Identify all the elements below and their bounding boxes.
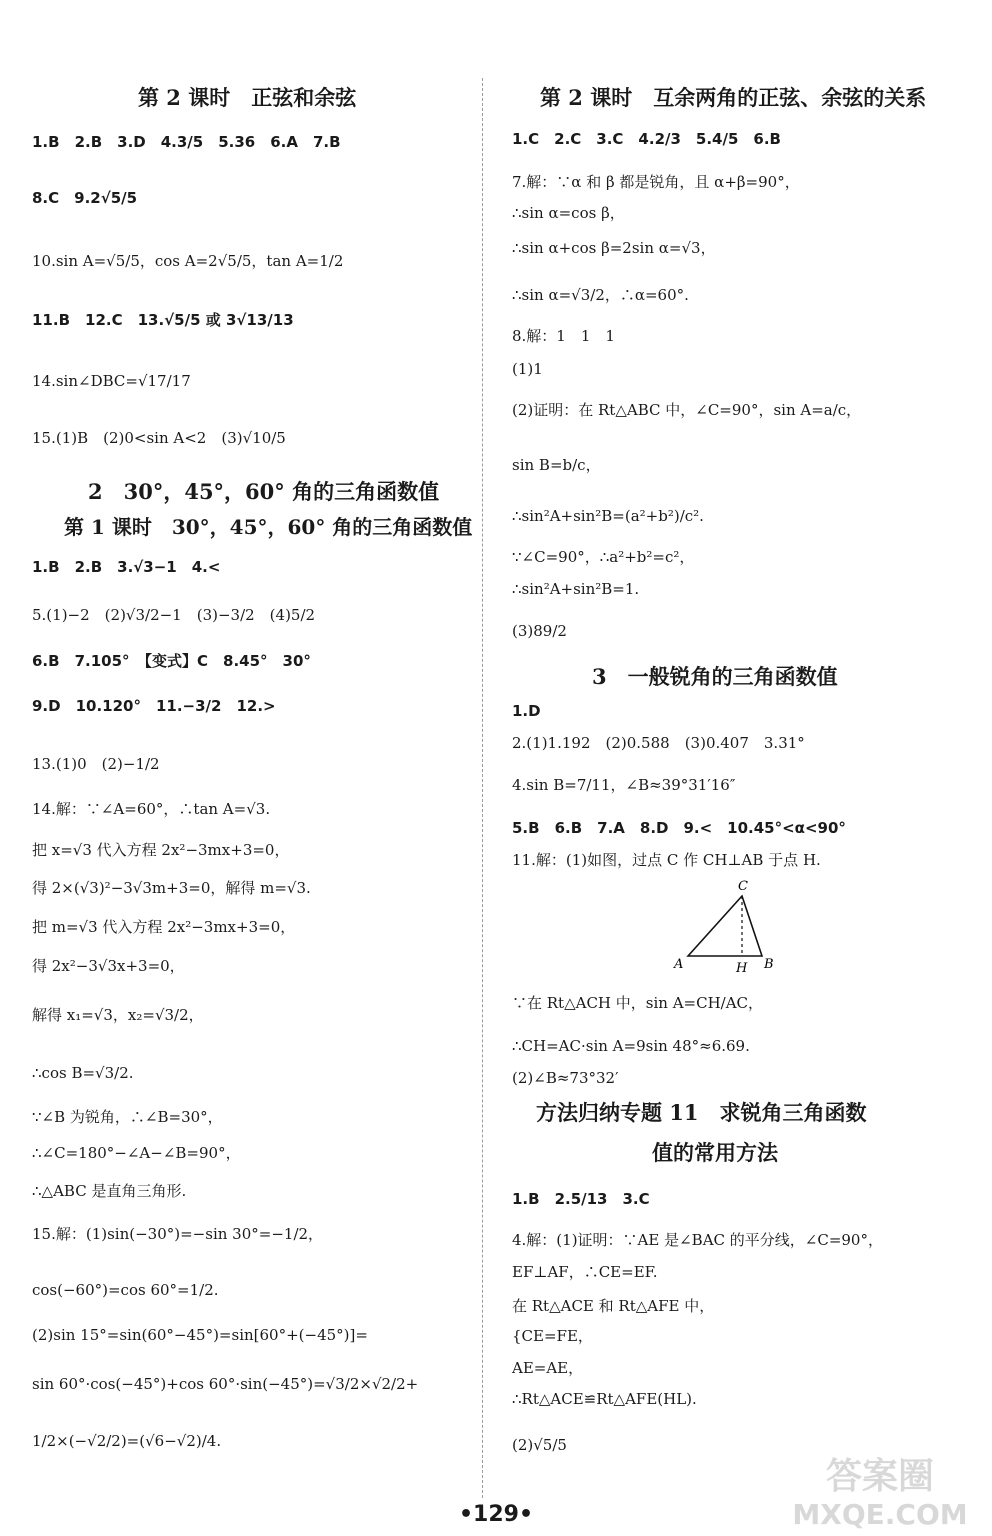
right-line-7: (1)1 (512, 360, 543, 378)
right-line-10: ∴sin²A+sin²B=(a²+b²)/c². (512, 507, 704, 525)
right-line-11: ∵∠C=90°，∴a²+b²=c²， (512, 548, 695, 566)
left-line-2: 8.C 9.2√5/5 (32, 189, 138, 207)
right-line-3: ∴sin α=cos β， (512, 204, 625, 222)
right-line-12: ∴sin²A+sin²B=1. (512, 580, 640, 598)
left-line-4: 11.B 12.C 13.√5/5 或 3√13/13 (32, 311, 294, 329)
left-line-12: 9.D 10.120° 11.−3/2 12.> (32, 697, 276, 715)
right-line-5: ∴sin α=√3/2，∴α=60°. (512, 286, 689, 304)
right-line-30: AE=AE， (512, 1359, 584, 1377)
watermark-logo (780, 1448, 980, 1530)
right-line-31: ∴Rt△ACE≌Rt△AFE(HL). (512, 1390, 697, 1408)
left-line-7: 2 30°，45°，60° 角的三角函数值 (88, 479, 440, 504)
left-line-10: 5.(1)−2 (2)√3/2−1 (3)−3/2 (4)5/2 (32, 606, 316, 624)
right-line-17: 4.sin B=7/11，∠B≈39°31′16″ (512, 776, 736, 794)
triangle-abc (688, 896, 762, 956)
right-line-16: 2.(1)1.192 (2)0.588 (3)0.407 3.31° (512, 734, 805, 752)
left-line-23: ∴△ABC 是直角三角形. (32, 1182, 187, 1200)
label-c: C (738, 879, 748, 894)
right-line-22: (2)∠B≈73°32′ (512, 1069, 619, 1087)
left-line-18: 得 2x²−3√3x+3=0， (32, 957, 185, 975)
left-line-15: 把 x=√3 代入方程 2x²−3mx+3=0， (32, 841, 290, 859)
right-line-20: ∵在 Rt△ACH 中，sin A=CH/AC， (512, 994, 764, 1012)
right-line-21: ∴CH=AC·sin A=9sin 48°≈6.69. (512, 1037, 750, 1055)
left-line-0: 第 2 课时 正弦和余弦 (138, 85, 357, 110)
left-line-16: 得 2×(√3)²−3√3m+3=0，解得 m=√3. (32, 879, 311, 897)
label-a: A (674, 957, 684, 972)
left-line-25: cos(−60°)=cos 60°=1/2. (32, 1281, 219, 1299)
label-h: H (736, 961, 748, 976)
right-line-6: 8.解：1 1 1 (512, 327, 615, 345)
right-line-15: 1.D (512, 702, 541, 720)
right-line-28: 在 Rt△ACE 和 Rt△AFE 中， (512, 1297, 715, 1315)
left-line-14: 14.解：∵∠A=60°，∴tan A=√3. (32, 800, 271, 818)
right-line-32: (2)√5/5 (512, 1436, 567, 1454)
left-line-1: 1.B 2.B 3.D 4.3/5 5.36 6.A 7.B (32, 133, 341, 151)
right-line-14: 3 一般锐角的三角函数值 (592, 664, 838, 689)
left-line-26: (2)sin 15°=sin(60°−45°)=sin[60°+(−45°)]= (32, 1326, 368, 1344)
left-line-13: 13.(1)0 (2)−1/2 (32, 755, 160, 773)
left-line-19: 解得 x₁=√3，x₂=√3/2， (32, 1006, 204, 1024)
watermark-top: 答案圈 (825, 1456, 935, 1497)
right-line-4: ∴sin α+cos β=2sin α=√3， (512, 239, 716, 257)
triangle-figure (670, 876, 790, 976)
left-line-21: ∵∠B 为锐角，∴∠B=30°， (32, 1108, 223, 1126)
right-line-2: 7.解：∵α 和 β 都是锐角，且 α+β=90°， (512, 173, 800, 191)
right-line-25: 1.B 2.5/13 3.C (512, 1190, 650, 1208)
left-line-22: ∴∠C=180°−∠A−∠B=90°， (32, 1144, 241, 1162)
right-line-8: (2)证明：在 Rt△ABC 中，∠C=90°，sin A=a/c， (512, 401, 862, 419)
left-line-8: 第 1 课时 30°，45°，60° 角的三角函数值 (64, 515, 473, 539)
right-line-9: sin B=b/c， (512, 456, 601, 474)
left-line-20: ∴cos B=√3/2. (32, 1064, 134, 1082)
column-divider (482, 78, 483, 1498)
right-line-24: 值的常用方法 (652, 1140, 778, 1165)
left-line-24: 15.解：(1)sin(−30°)=−sin 30°=−1/2， (32, 1225, 324, 1243)
left-line-28: 1/2×(−√2/2)=(√6−√2)/4. (32, 1432, 222, 1450)
page-number: •129• (458, 1502, 534, 1527)
left-line-5: 14.sin∠DBC=√17/17 (32, 372, 191, 390)
left-line-9: 1.B 2.B 3.√3−1 4.< (32, 558, 221, 576)
right-line-13: (3)89/2 (512, 622, 567, 640)
right-line-27: EF⊥AF，∴CE=EF. (512, 1263, 658, 1281)
right-line-26: 4.解：(1)证明：∵AE 是∠BAC 的平分线，∠C=90°， (512, 1231, 883, 1249)
left-line-3: 10.sin A=√5/5，cos A=2√5/5，tan A=1/2 (32, 252, 344, 270)
right-line-19: 11.解：(1)如图，过点 C 作 CH⊥AB 于点 H. (512, 851, 821, 869)
left-line-11: 6.B 7.105° 【变式】C 8.45° 30° (32, 652, 311, 670)
right-line-29: {CE=FE， (512, 1327, 593, 1345)
watermark-bottom: MXQE.COM (792, 1498, 968, 1530)
left-line-27: sin 60°·cos(−45°)+cos 60°·sin(−45°)=√3/2×√2/2+ (32, 1375, 419, 1393)
right-line-1: 1.C 2.C 3.C 4.2/3 5.4/5 6.B (512, 130, 781, 148)
right-line-23: 方法归纳专题 11 求锐角三角函数 (536, 1100, 867, 1125)
left-line-17: 把 m=√3 代入方程 2x²−3mx+3=0， (32, 918, 296, 936)
right-line-0: 第 2 课时 互余两角的正弦、余弦的关系 (540, 85, 927, 110)
right-line-18: 5.B 6.B 7.A 8.D 9.< 10.45°<α<90° (512, 819, 846, 837)
label-b: B (764, 957, 774, 972)
left-line-6: 15.(1)B (2)0<sin A<2 (3)√10/5 (32, 429, 286, 447)
